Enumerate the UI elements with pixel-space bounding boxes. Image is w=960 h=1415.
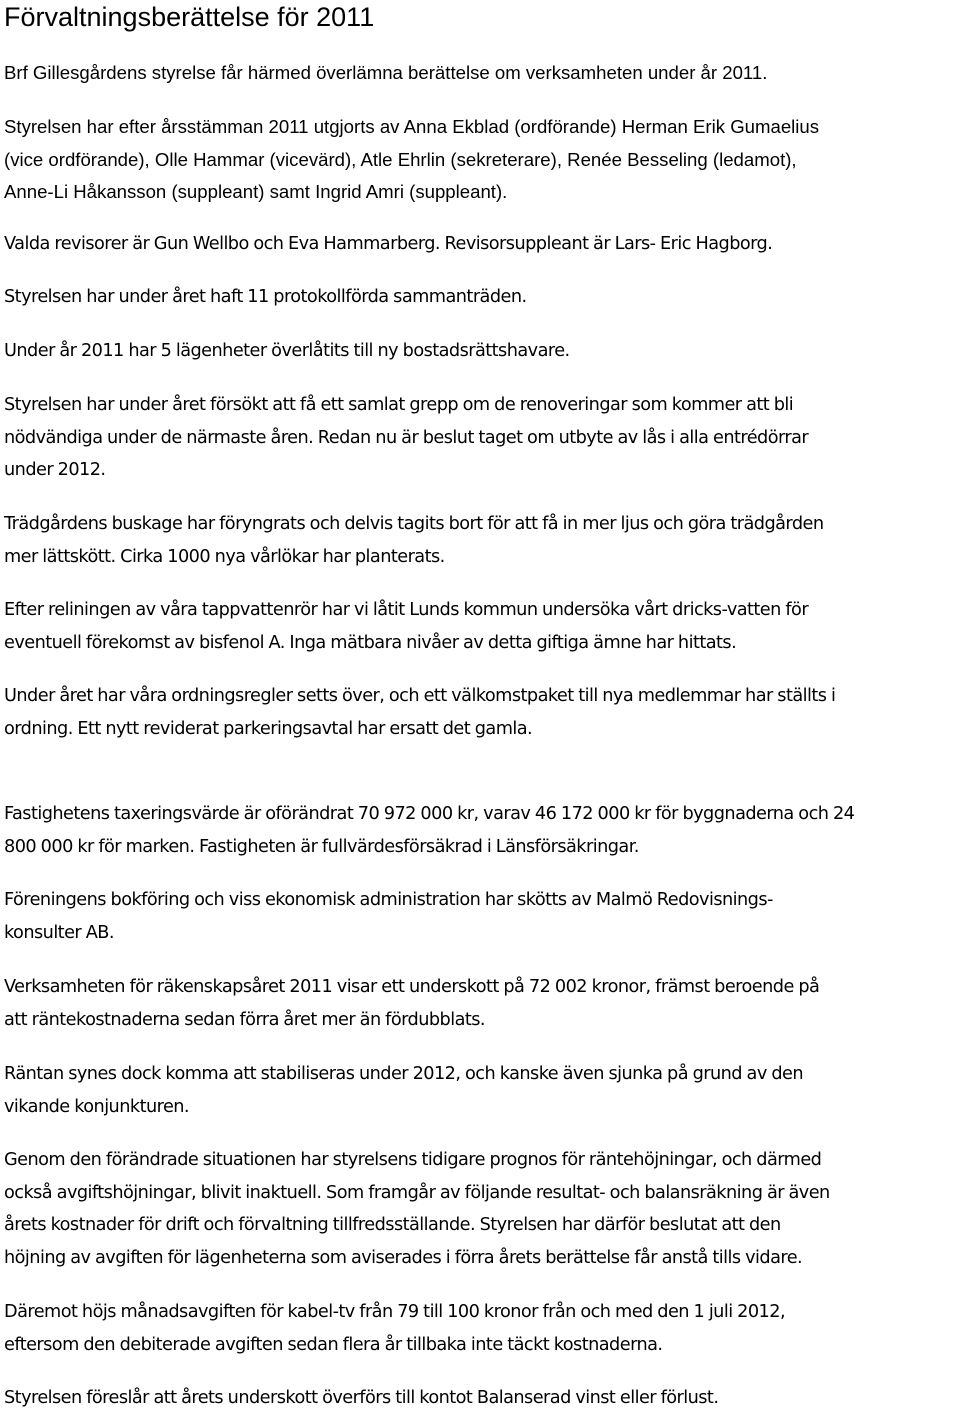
paragraph-board-members [4,111,958,209]
paragraph-line: (vice ordförande), Olle Hammar (vicevärd), Atle Ehrlin (sekreterare), Renée Besseling (ledamot), [4,148,797,170]
paragraph-line: höjning av avgiften för lägenheterna som aviserades i förra årets berättelse får anstå tills vidare. [4,1247,803,1268]
paragraph-line: eftersom den debiterade avgiften sedan flera år tillbaka inte täckt kostnaderna. [4,1334,663,1355]
paragraph-line: Genom den förändrade situationen har styrelsens tidigare prognos för räntehöjningar, och därmed [4,1150,822,1170]
paragraph-line: Verksamheten för räkenskapsåret 2011 visar ett underskott på 72 002 kronor, främst beroende på [4,977,820,997]
paragraph-transfers [4,335,958,368]
paragraph-regulations [4,680,958,745]
paragraph-accounting [4,884,958,949]
paragraph-auditors [4,228,958,261]
paragraph-line: Valda revisorer är Gun Wellbo och Eva Hammarberg. Revisorsuppleant är Lars- Eric Hagborg. [4,234,773,254]
paragraph-line: Efter reliningen av våra tappvattenrör har vi låtit Lunds kommun undersöka vårt dricks-vatten för [4,600,809,620]
paragraph-line: Under år 2011 har 5 lägenheter överlåtits till ny bostadsrättshavare. [4,341,570,361]
paragraph-line: Under året har våra ordningsregler setts över, och ett välkomstpaket till nya medlemmar har ställts i [4,686,836,706]
paragraph-line: Styrelsen har under året haft 11 protokollförda sammanträden. [4,287,527,307]
paragraph-property-value [4,798,958,863]
paragraph-garden [4,508,958,573]
paragraph-line: mer lättskött. Cirka 1000 nya vårlökar har planterats. [4,546,445,567]
paragraph-line: Styrelsen föreslår att årets underskott överförs till kontot Balanserad vinst eller förlust. [4,1388,719,1408]
paragraph-result [4,971,958,1036]
paragraph-interest [4,1058,958,1123]
paragraph-line: 800 000 kr för marken. Fastigheten är fullvärdesförsäkrad i Länsförsäkringar. [4,836,639,857]
paragraph-line: Styrelsen har efter årsstämman 2011 utgjorts av Anna Ekblad (ordförande) Herman Erik Gumaelius [4,116,820,137]
paragraph-meetings [4,281,958,314]
paragraph-proposal [4,1382,958,1415]
paragraph-cable-tv [4,1296,958,1361]
paragraph-renovations [4,389,958,487]
paragraph-fees [4,1144,958,1274]
document-title: Förvaltningsberättelse för 2011 [4,2,375,32]
paragraph-line: Däremot höjs månadsavgiften för kabel-tv från 79 till 100 kronor från och med den 1 juli 2012, [4,1302,786,1322]
paragraph-line: årets kostnader för drift och förvaltning tillfredsställande. Styrelsen har därför beslutat att den [4,1215,781,1235]
paragraph-line: vikande konjunkturen. [4,1096,190,1117]
paragraph-line: Anne-Li Håkansson (suppleant) samt Ingrid Amri (suppleant). [4,181,508,202]
paragraph-intro [4,57,958,90]
paragraph-line: Fastighetens taxeringsvärde är oförändrat 70 972 000 kr, varav 46 172 000 kr för byggnaderna och 24 [4,804,855,824]
paragraph-line: Trädgårdens buskage har föryngrats och delvis tagits bort för att få in mer ljus och göra trädgården [4,514,824,534]
paragraph-line: också avgiftshöjningar, blivit inaktuell. Som framgår av följande resultat- och balansräkning är även [4,1182,830,1203]
paragraph-line: Brf Gillesgårdens styrelse får härmed överlämna berättelse om verksamheten under år 2011. [4,62,768,83]
paragraph-line: nödvändiga under de närmaste åren. Redan nu är beslut taget om utbyte av lås i alla entrédörrar [4,427,809,448]
paragraph-water [4,594,958,659]
paragraph-line: Styrelsen har under året försökt att få ett samlat grepp om de renoveringar som kommer att bli [4,395,794,415]
paragraph-line: eventuell förekomst av bisfenol A. Inga mätbara nivåer av detta giftiga ämne har hittats. [4,632,737,653]
paragraph-line: under 2012. [4,460,106,480]
paragraph-line: att räntekostnaderna sedan förra året mer än fördubblats. [4,1009,485,1030]
paragraph-line: konsulter AB. [4,922,114,943]
paragraph-line: Räntan synes dock komma att stabiliseras under 2012, och kanske även sjunka på grund av den [4,1064,803,1084]
paragraph-line: Föreningens bokföring och viss ekonomisk administration har skötts av Malmö Redovisnings- [4,890,773,910]
paragraph-line: ordning. Ett nytt reviderat parkeringsavtal har ersatt det gamla. [4,718,533,739]
